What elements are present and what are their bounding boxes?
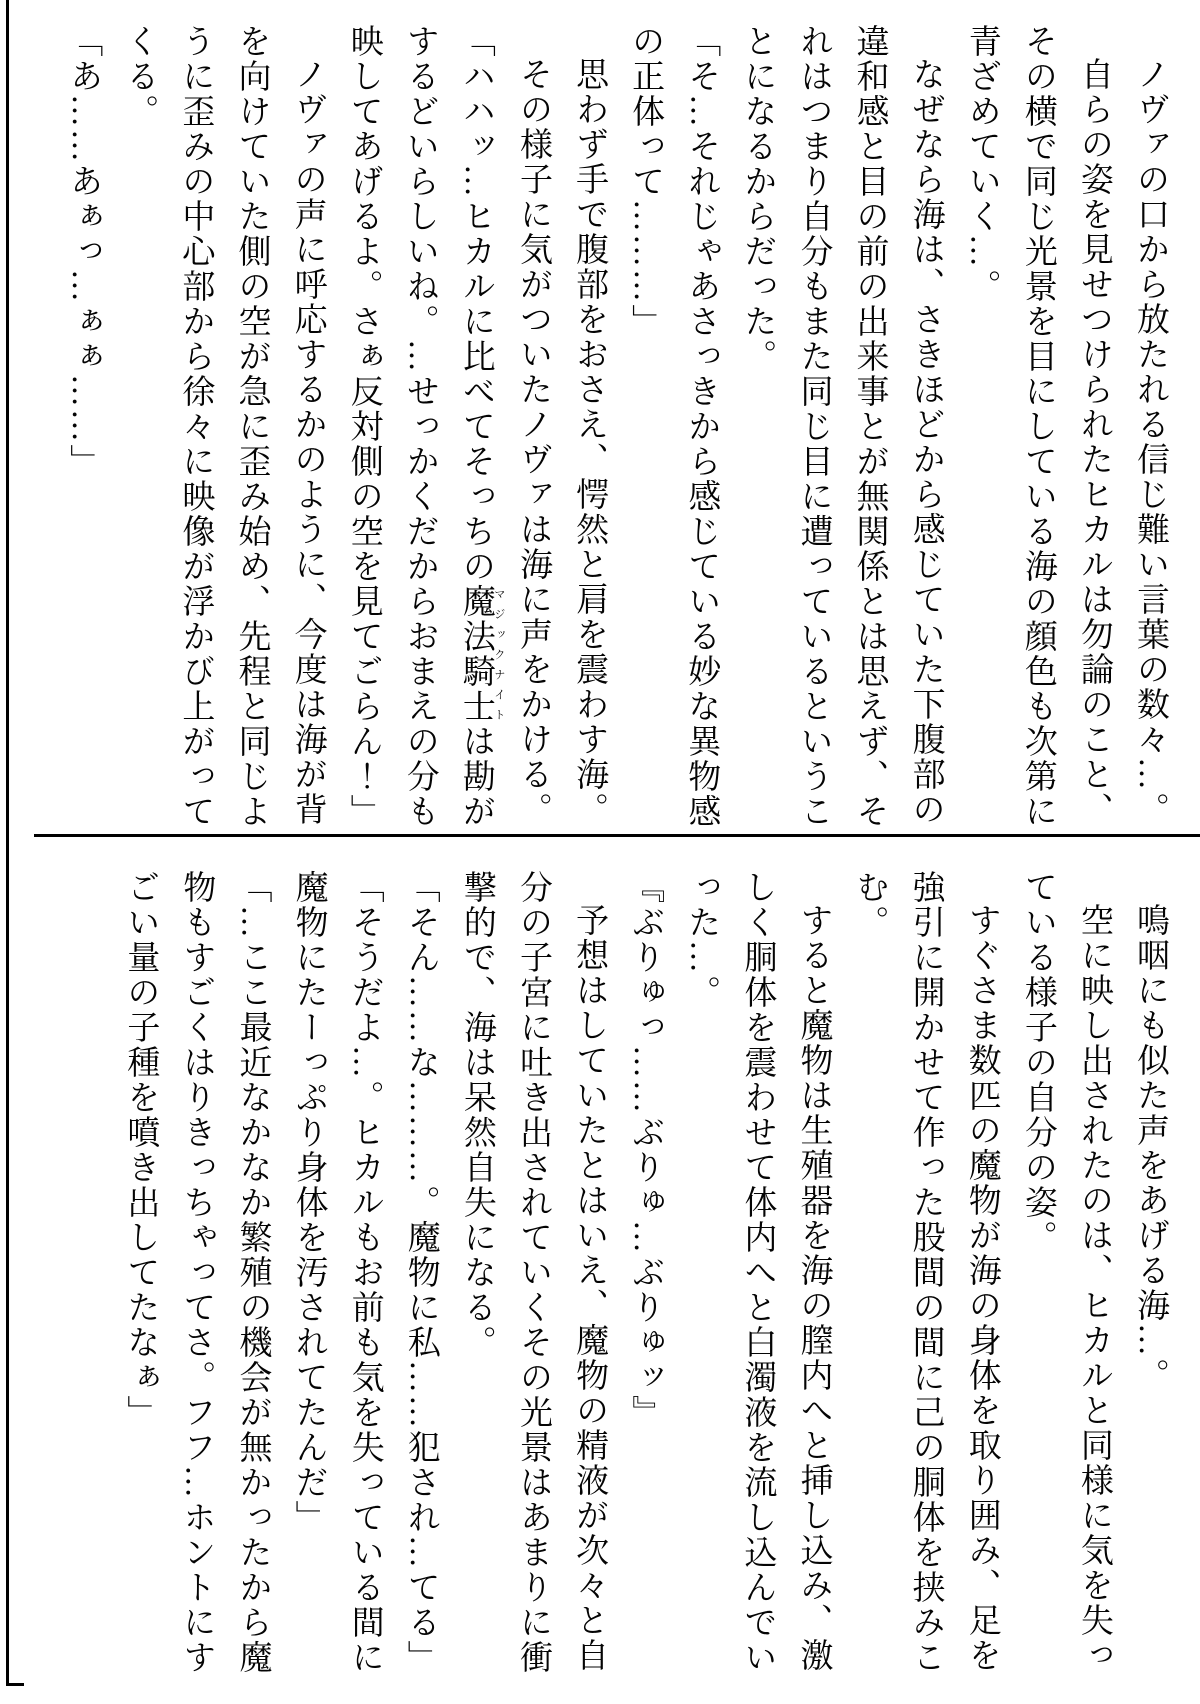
top-paragraph-6: その様子に気がついたノヴァは海に声をかける。 [514,57,551,827]
top-paragraph-4: 「そ…それじゃあさっきから感じている妙な異物感の正体って………」 [627,24,720,829]
section-divider-line [34,834,1200,837]
bottom-paragraph-1: 鳴咽にも似た声をあげる海…。 [1132,903,1168,1393]
bottom-paragraph-8: 「そうだよ…。ヒカルもお前も気を失っている間に魔物にたーっぷり身体を汚されてたんだ」 [290,870,383,1675]
top-text-block [40,0,1178,856]
furigana-term: 魔法騎士 マジックナイト [457,584,505,724]
top-paragraph-8: ノヴァの声に呼応するかのように、今度は海が背を向けていた側の空が急に歪み始め、先程と同じように歪みの中心部から徐々に映像が浮かび上がってくる。 [121,24,326,829]
bottom-paragraph-5: 『ぶりゅっ……ぶりゅ…ぶりゅッ』 [627,870,664,1430]
bottom-text-block [40,846,1178,1704]
left-border-line [6,0,9,1686]
top-paragraph-9: 「あ……あぁっ…ぁぁ……」 [65,24,102,479]
bottom-paragraph-3: すぐさま数匹の魔物が海の身体を取り囲み、足を強引に開かせて作った股間の間に己の胴体を挟みこむ。 [851,870,1000,1675]
bottom-paragraph-7: 「そん……な………。魔物に私……犯され…てる」 [402,870,439,1675]
bottom-paragraph-2: 空に映し出されたのは、ヒカルと同様に気を失っている様子の自分の姿。 [1019,870,1112,1673]
top-paragraph-3: なぜなら海は、さきほどから感じていた下腹部の違和感と目の前の出来事とが無関係とは思えず、それはつまり自分もまた同じ目に遭っているということになるからだった。 [739,24,944,829]
bottom-paragraph-9: 「…ここ最近なかなか繁殖の機会が無かったから魔物もすごくはりきっちゃってさ。フフ…ホントにすごい量の子種を噴き出してたなぁ」 [122,870,271,1675]
bottom-paragraph-4: すると魔物は生殖器を海の膣内へと挿し込み、激しく胴体を震わせて体内へと白濁液を流し込んでいった…。 [683,870,832,1675]
top-paragraph-2: 自らの姿を見せつけられたヒカルは勿論のこと、その横で同じ光景を目にしている海の顔色も次第に青ざめていく…。 [963,24,1112,829]
top-paragraph-1: ノヴァの口から放たれる信じ難い言葉の数々…。 [1132,57,1168,827]
furigana-reading: マジックナイト [492,584,505,724]
top-paragraph-7: 「ハハッ…ヒカルに比べてそっちの魔法騎士 マジックナイトは勘がするどいらしいね。…せっかくだからおまえの分も映してあげるよ。さぁ反対側の空を見てごらん！」 [345,24,505,829]
top-paragraph-5: 思わず手で腹部をおさえ、愕然と肩を震わす海。 [571,57,608,827]
bottom-paragraph-6: 予想はしていたとはいえ、魔物の精液が次々と自分の子宮に吐き出されていくその光景はあまりに衝撃的で、海は呆然自失になる。 [458,870,608,1675]
